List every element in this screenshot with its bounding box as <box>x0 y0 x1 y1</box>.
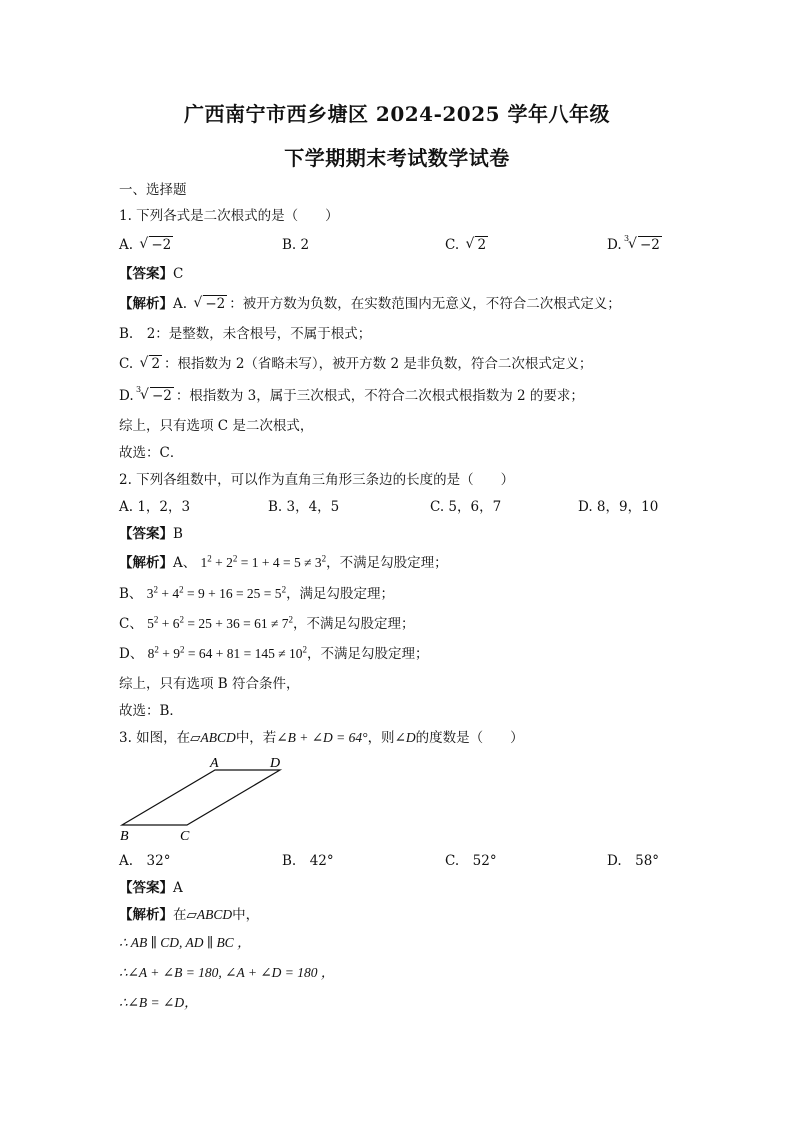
q1-option-c: C. √ 2 <box>445 236 487 253</box>
equation: $3^2 + 4^2 = 9 + 16 = 25 = 5^2$ <box>146 584 287 601</box>
equation: $8^2 + 9^2 = 64 + 81 = 145 \ne 10^2$ <box>147 644 307 661</box>
q1-conclusion: 故选：C． <box>119 445 184 461</box>
q2-analysis-d: D、 $8^2 + 9^2 = 64 + 81 = 145 \ne 10^2$，不满足勾股定理； <box>119 644 429 662</box>
q3-option-b: B. 42° <box>282 853 334 869</box>
q3-option-a: A. 32° <box>119 853 171 869</box>
parallelogram-shape <box>122 770 280 825</box>
radical-sign: √ −2 <box>139 236 172 253</box>
q1-analysis-c: C. √ 2 ：根指数为 2（省略未写），被开方数 2 是非负数，符合二次根式定义； <box>119 355 593 372</box>
q1-stem: 1. 下列各式是二次根式的是（ ） <box>119 208 339 224</box>
radical-sign: √ 2 <box>139 355 161 372</box>
q2-analysis-b: B、 $3^2 + 4^2 = 9 + 16 = 25 = 5^2$，满足勾股定理； <box>119 584 395 602</box>
section-heading: 一、选择题 <box>119 182 187 198</box>
q2-summary: 综上，只有选项 B 符合条件， <box>119 676 300 692</box>
cube-root-sign: 3 √ −2 <box>623 234 660 253</box>
q1-summary: 综上，只有选项 C 是二次根式， <box>119 418 314 434</box>
vertex-label-b: B <box>120 829 129 844</box>
q3-option-c: C. 52° <box>445 853 497 869</box>
cube-root-sign: 3 √ −2 <box>135 385 172 404</box>
q2-analysis-c: C、 $5^2 + 6^2 = 25 + 36 = 61 \ne 7^2$，不满足勾股定理； <box>119 614 415 632</box>
q1-option-d: D. 3 √ −2 <box>607 234 660 253</box>
q1-answer: 【答案】C <box>119 266 184 282</box>
q3-step-supplementary: ∴∠A + ∠B = 180, ∠A + ∠D = 180 ， <box>119 965 335 980</box>
q3-option-d: D. 58° <box>607 853 660 869</box>
q2-option-d: D. 8，9，10 <box>578 499 659 515</box>
equation: $1^2 + 2^2 = 1 + 4 = 5 \ne 3^2$ <box>200 553 327 570</box>
q1-option-b: B. 2 <box>282 237 310 253</box>
vertex-label-d: D <box>270 756 281 771</box>
equation: $5^2 + 6^2 = 25 + 36 = 61 \ne 7^2$ <box>147 614 294 631</box>
q1-analysis-a: 【解析】A. √ −2 ：被开方数为负数，在实数范围内无意义，不符合二次根式定义； <box>119 295 621 312</box>
q1-analysis-d: D. 3 √ −2 ：根指数为 3，属于三次根式，不符合二次根式根指数为 2 的要求； <box>119 385 584 404</box>
q3-step-equal: ∴∠B = ∠D， <box>119 995 198 1010</box>
q3-analysis-intro: 【解析】在▱ABCD中， <box>119 907 260 923</box>
exam-title-line2: 下学期期末考试数学试卷 <box>284 146 510 170</box>
radical-sign: √ 2 <box>465 236 487 253</box>
q2-option-b: B. 3，4，5 <box>268 499 340 515</box>
q2-stem: 2. 下列各组数中，可以作为直角三角形三条边的长度的是（ ） <box>119 472 515 488</box>
q2-conclusion: 故选：B． <box>119 703 183 719</box>
q1-option-a: A. √ −2 <box>119 236 172 253</box>
radical-sign: √ −2 <box>193 295 226 312</box>
q2-option-a: A. 1，2，3 <box>119 499 191 515</box>
parallelogram-figure <box>112 752 292 844</box>
q2-analysis-a: 【解析】A、 $1^2 + 2^2 = 1 + 4 = 5 \ne 3^2$，不满足勾股定理； <box>119 553 448 571</box>
q1-analysis-b: B. 2：是整数，未含根号，不属于根式； <box>119 326 372 342</box>
q3-step-parallel: ∴ AB ∥ CD, AD ∥ BC ， <box>119 935 251 950</box>
q3-stem: 3. 如图，在▱ABCD中，若∠B + ∠D = 64°，则∠D的度数是（ ） <box>119 730 524 746</box>
q3-answer: 【答案】A <box>119 880 183 896</box>
exam-title-line1: 广西南宁市西乡塘区 2024-2025 学年八年级 <box>183 102 611 126</box>
q2-option-c: C. 5，6，7 <box>430 499 502 515</box>
vertex-label-c: C <box>180 829 190 844</box>
vertex-label-a: A <box>210 756 219 771</box>
q2-answer: 【答案】B <box>119 526 183 542</box>
